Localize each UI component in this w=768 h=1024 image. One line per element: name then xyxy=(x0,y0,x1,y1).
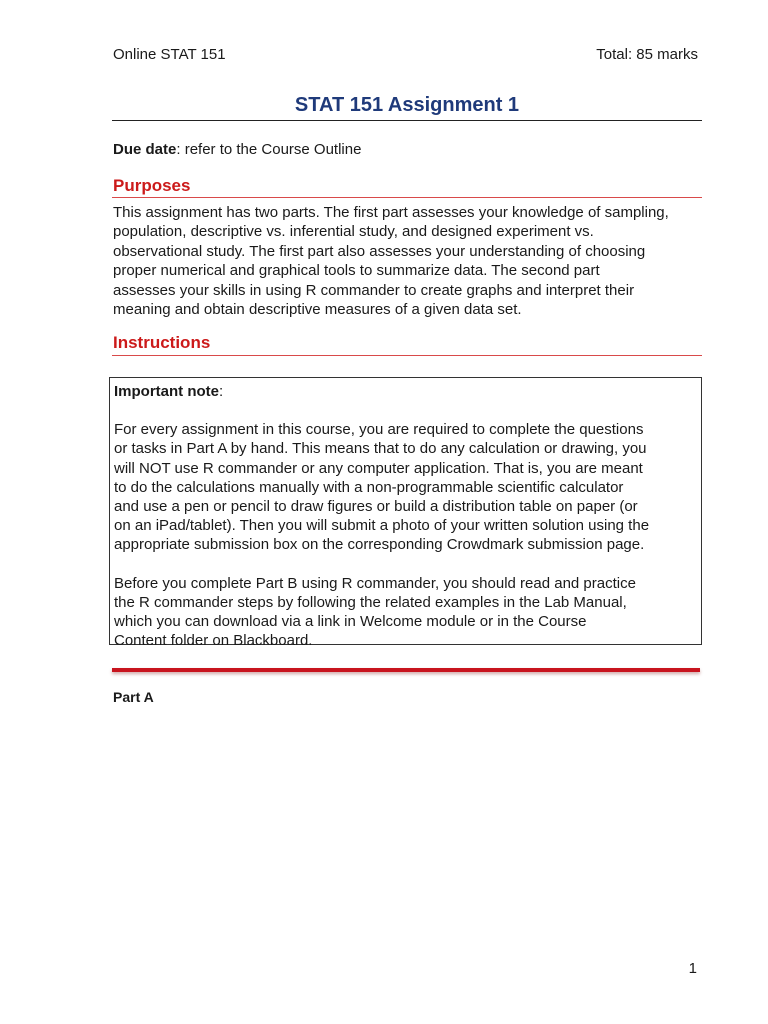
purposes-line: assesses your skills in using R commander to create graphs and interpret their xyxy=(113,281,635,299)
note-line: on an iPad/tablet). Then you will submit a photo of your written solution using the xyxy=(114,517,650,535)
note-line: or tasks in Part A by hand. This means that to do any calculation or drawing, you xyxy=(114,440,647,458)
purposes-line: population, descriptive vs. inferential study, and designed experiment vs. xyxy=(113,223,594,241)
note-line: For every assignment in this course, you are required to complete the questions xyxy=(114,421,644,439)
due-date-label: Due date xyxy=(113,141,177,158)
note-line: appropriate submission box on the corresponding Crowdmark submission page. xyxy=(114,536,645,554)
purposes-line: meaning and obtain descriptive measures of a given data set. xyxy=(113,301,522,319)
title-divider xyxy=(112,120,702,121)
purposes-line: This assignment has two parts. The first part assesses your knowledge of sampling, xyxy=(113,204,669,221)
purposes-line: observational study. The first part also assesses your understanding of choosing xyxy=(113,242,646,260)
note-line: Content folder on Blackboard. xyxy=(114,632,313,650)
page-title: STAT 151 Assignment 1 xyxy=(294,94,520,116)
note-title-colon: : xyxy=(219,383,224,400)
note-title-label: Important note xyxy=(114,383,219,400)
due-date-text: : refer to the Course Outline xyxy=(176,141,362,158)
important-note-box xyxy=(109,377,702,650)
section-separator-bar xyxy=(112,668,700,672)
purposes-heading: Purposes xyxy=(113,176,191,195)
purposes-divider xyxy=(112,197,702,198)
header-total: Total: 85 marks xyxy=(596,46,698,63)
note-line: Before you complete Part B using R commander, you should read and practice xyxy=(114,574,636,592)
note-title xyxy=(114,382,697,401)
header-course: Online STAT 151 xyxy=(113,46,226,63)
purposes-line: proper numerical and graphical tools to summarize data. The second part xyxy=(113,262,600,280)
instructions-divider xyxy=(112,355,702,356)
page-number: 1 xyxy=(688,960,697,977)
note-line: and use a pen or pencil to draw figures or build a distribution table on paper (or xyxy=(114,498,638,516)
purposes-paragraph xyxy=(113,203,703,319)
note-line: which you can download via a link in Welcome module or in the Course xyxy=(114,613,587,631)
due-date xyxy=(113,141,361,158)
part-a-heading: Part A xyxy=(113,689,154,705)
note-line: the R commander steps by following the related examples in the Lab Manual, xyxy=(114,593,627,611)
note-line: to do the calculations manually with a non-programmable scientific calculator xyxy=(114,478,624,496)
instructions-heading: Instructions xyxy=(113,333,211,352)
note-line: will NOT use R commander or any computer application. That is, you are meant xyxy=(114,459,643,477)
